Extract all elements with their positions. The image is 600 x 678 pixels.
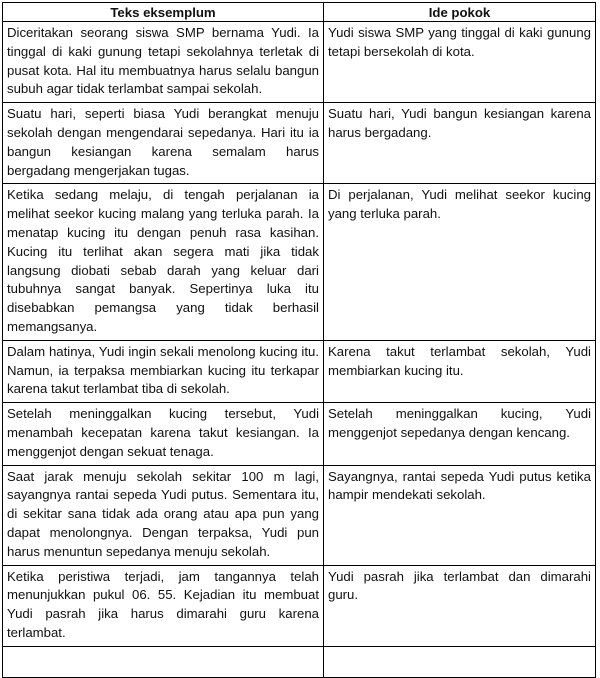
table-header-row	[3, 3, 596, 22]
table-row	[3, 403, 596, 465]
ide-cell	[324, 647, 596, 677]
ide-cell: Yudi pasrah jika terlambat dan dimarahi guru.	[324, 566, 596, 646]
teks-cell: Ketika sedang melaju, di tengah perjalanan ia melihat seekor kucing malang yang terluka parah. Ia menatap kucing itu dengan penuh rasa kasihan. Kucing itu terlihat akan segera mati jika tidak langsung diobati sebab darah yang keluar dari tubuhnya sangat banyak. Sepertinya luka itu disebabkan pemangsa yang tidak berhasil memangsanya.	[3, 184, 324, 339]
header-ide-pokok: Ide pokok	[324, 3, 596, 21]
table-row	[3, 341, 596, 403]
table-row	[3, 103, 596, 184]
ide-cell: Di perjalanan, Yudi melihat seekor kucing yang terluka parah.	[324, 184, 596, 339]
eksemplum-table	[2, 2, 596, 678]
table-row	[3, 466, 596, 566]
teks-cell: Suatu hari, seperti biasa Yudi berangkat menuju sekolah dengan mengendarai sepedanya. Hari itu ia bangun kesiangan karena semalam harus bergadang mengerjakan tugas.	[3, 103, 324, 183]
teks-cell: Saat jarak menuju sekolah sekitar 100 m lagi, sayangnya rantai sepeda Yudi putus. Sementara itu, di sekitar sana tidak ada orang atau apa pun yang dapat menolongnya. Dengan terpaksa, Yudi pun harus menuntun sepedanya menuju sekolah.	[3, 466, 324, 565]
ide-cell: Sayangnya, rantai sepeda Yudi putus ketika hampir mendekati sekolah.	[324, 466, 596, 565]
ide-cell: Suatu hari, Yudi bangun kesiangan karena harus bergadang.	[324, 103, 596, 183]
table-row-cut-off	[3, 647, 596, 678]
teks-cell: Ketika peristiwa terjadi, jam tangannya telah menunjukkan pukul 06. 55. Kejadian itu membuat Yudi pasrah jika harus dimarahi guru karena terlambat.	[3, 566, 324, 646]
header-teks-eksemplum: Teks eksemplum	[3, 3, 324, 21]
ide-cell: Setelah meninggalkan kucing, Yudi menggenjot sepedanya dengan kencang.	[324, 403, 596, 464]
table-row	[3, 566, 596, 647]
teks-cell	[3, 647, 324, 677]
ide-cell: Yudi siswa SMP yang tinggal di kaki gunung tetapi bersekolah di kota.	[324, 22, 596, 102]
table-row	[3, 184, 596, 340]
ide-cell: Karena takut terlambat sekolah, Yudi membiarkan kucing itu.	[324, 341, 596, 402]
teks-cell: Diceritakan seorang siswa SMP bernama Yudi. Ia tinggal di kaki gunung tetapi sekolahnya terletak di pusat kota. Hal itu membuatnya harus selalu bangun subuh agar tidak terlambat sampai sekolah.	[3, 22, 324, 102]
table-row	[3, 22, 596, 103]
teks-cell: Setelah meninggalkan kucing tersebut, Yudi menambah kecepatan karena takut kesiangan. Ia menggenjot dengan sekuat tenaga.	[3, 403, 324, 464]
teks-cell: Dalam hatinya, Yudi ingin sekali menolong kucing itu. Namun, ia terpaksa membiarkan kucing itu terkapar karena takut terlambat tiba di sekolah.	[3, 341, 324, 402]
